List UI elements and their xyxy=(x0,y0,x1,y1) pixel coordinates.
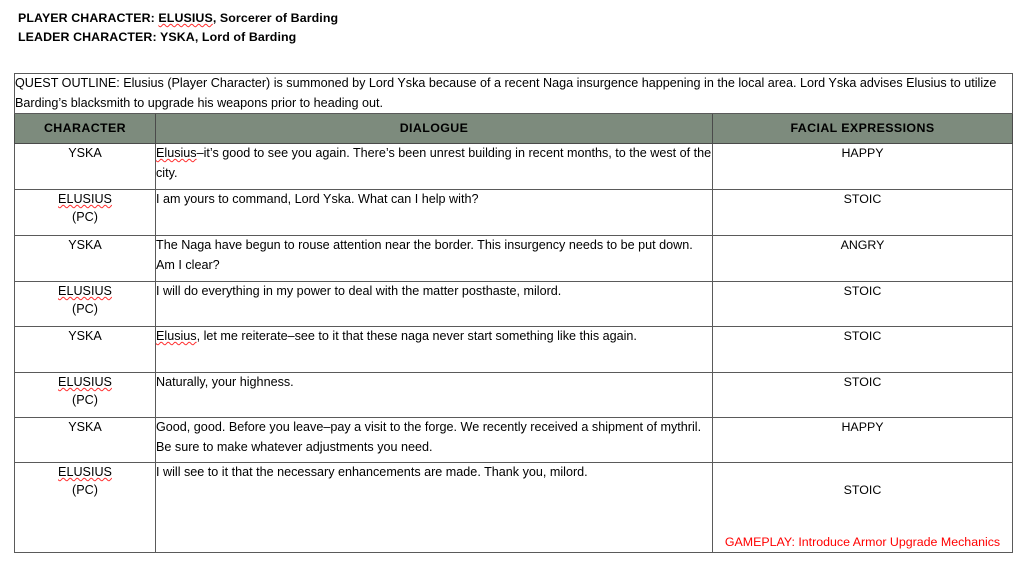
quest-outline-row xyxy=(15,74,1013,114)
cell-character xyxy=(15,373,156,418)
table-row xyxy=(15,418,1013,463)
expression-label: HAPPY xyxy=(841,146,884,160)
cell-character xyxy=(15,418,156,463)
dialogue-script-table xyxy=(14,73,1013,553)
cell-dialogue: I am yours to command, Lord Yska. What can I help with? xyxy=(156,190,713,236)
expression-label: HAPPY xyxy=(841,420,884,434)
dialogue-flagged-word: Elusius xyxy=(156,329,197,343)
table-body xyxy=(15,74,1013,553)
cell-character xyxy=(15,236,156,282)
expression-label: STOIC xyxy=(843,483,882,497)
expression-label: STOIC xyxy=(843,329,882,343)
gameplay-note: GAMEPLAY: Introduce Armor Upgrade Mechanics xyxy=(724,535,1001,549)
character-sublabel: (PC) xyxy=(72,483,98,497)
cell-dialogue: Elusius–it’s good to see you again. There’s been unrest building in recent months, to the west of the city. xyxy=(156,144,713,190)
player-character-label: PLAYER CHARACTER: xyxy=(18,11,155,25)
cell-character xyxy=(15,190,156,236)
cell-character xyxy=(15,144,156,190)
cell-facial-expression xyxy=(713,463,1013,553)
table-header-row xyxy=(15,114,1013,144)
leader-character-line xyxy=(18,28,918,47)
character-name: YSKA xyxy=(68,238,102,252)
player-character-name: ELUSIUS xyxy=(158,11,213,25)
cell-dialogue: The Naga have begun to rouse attention near the border. This insurgency needs to be put down. Am I clear? xyxy=(156,236,713,282)
cell-facial-expression xyxy=(713,282,1013,327)
cell-dialogue: Good, good. Before you leave–pay a visit to the forge. We recently received a shipment of mythril. Be sure to make whatever adjustments you need. xyxy=(156,418,713,463)
column-header-dialogue: DIALOGUE xyxy=(156,114,713,144)
expression-label: STOIC xyxy=(843,375,882,389)
character-name: YSKA xyxy=(68,420,102,434)
expression-label: STOIC xyxy=(843,192,882,206)
table-row xyxy=(15,327,1013,373)
character-name: ELUSIUS xyxy=(58,284,112,298)
cell-dialogue: I will see to it that the necessary enhancements are made. Thank you, milord. xyxy=(156,463,713,553)
character-name: ELUSIUS xyxy=(58,465,112,479)
quest-outline-cell: QUEST OUTLINE: Elusius (Player Character) is summoned by Lord Yska because of a recent Naga insurgence happening in the local area. Lord Yska advises Elusius to utilize Barding’s blacksmith to upgrade his weapons prior to heading out. xyxy=(15,74,1013,114)
cell-dialogue: Elusius, let me reiterate–see to it that these naga never start something like this again. xyxy=(156,327,713,373)
cell-dialogue: Naturally, your highness. xyxy=(156,373,713,418)
column-header-character: CHARACTER xyxy=(15,114,156,144)
cell-facial-expression xyxy=(713,373,1013,418)
character-sublabel: (PC) xyxy=(72,210,98,224)
cell-facial-expression xyxy=(713,418,1013,463)
table-row xyxy=(15,236,1013,282)
table-row xyxy=(15,373,1013,418)
cell-facial-expression xyxy=(713,144,1013,190)
table-row xyxy=(15,190,1013,236)
cell-character xyxy=(15,282,156,327)
character-name: YSKA xyxy=(68,329,102,343)
character-sublabel: (PC) xyxy=(72,302,98,316)
dialogue-flagged-word: Elusius xyxy=(156,146,197,160)
character-header-block xyxy=(18,9,918,47)
character-name: YSKA xyxy=(68,146,102,160)
table-row xyxy=(15,144,1013,190)
cell-facial-expression xyxy=(713,236,1013,282)
expression-label: ANGRY xyxy=(840,238,885,252)
column-header-facial-expressions: FACIAL EXPRESSIONS xyxy=(713,114,1013,144)
character-name: ELUSIUS xyxy=(58,192,112,206)
character-name: ELUSIUS xyxy=(58,375,112,389)
cell-character xyxy=(15,327,156,373)
table-row xyxy=(15,282,1013,327)
player-character-line xyxy=(18,9,918,28)
expression-label: STOIC xyxy=(843,284,882,298)
leader-character-rest: , Lord of Barding xyxy=(194,30,297,44)
cell-facial-expression xyxy=(713,327,1013,373)
table-row xyxy=(15,463,1013,553)
cell-character xyxy=(15,463,156,553)
player-character-rest: , Sorcerer of Barding xyxy=(212,11,339,25)
cell-dialogue: I will do everything in my power to deal with the matter posthaste, milord. xyxy=(156,282,713,327)
cell-facial-expression xyxy=(713,190,1013,236)
character-sublabel: (PC) xyxy=(72,393,98,407)
leader-character-name: YSKA xyxy=(160,30,195,44)
leader-character-label: LEADER CHARACTER: xyxy=(18,30,157,44)
